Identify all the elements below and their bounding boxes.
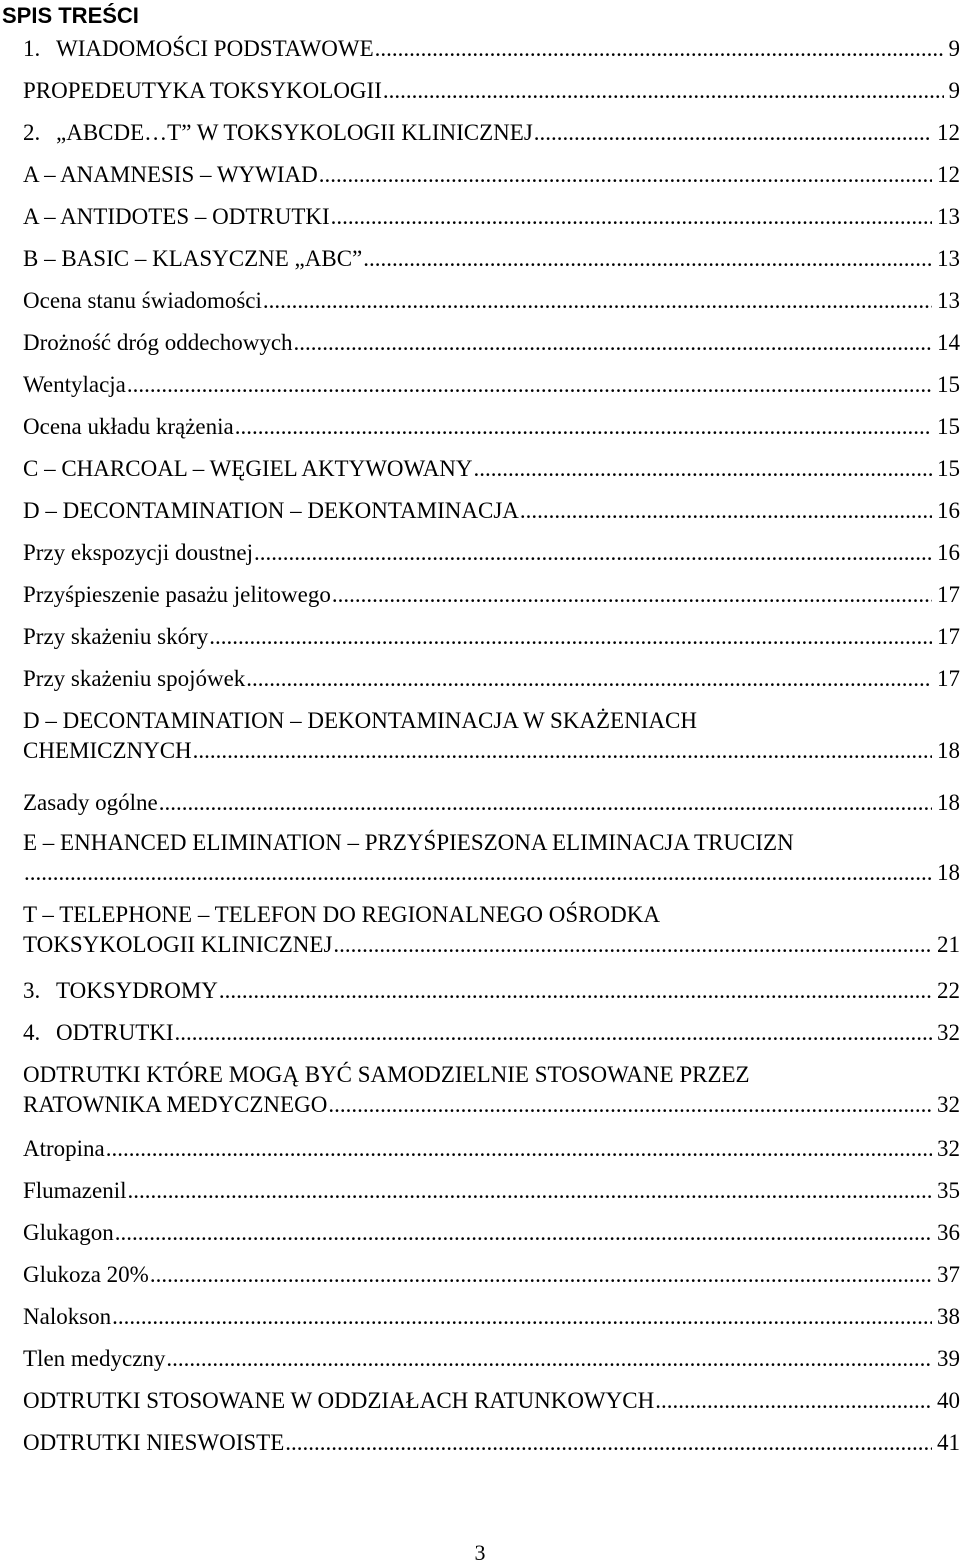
toc-entry-title: Ocena stanu świadomości: [23, 288, 262, 313]
toc-entry-title: Flumazenil: [23, 1178, 127, 1203]
toc-entry-title: Tlen medyczny: [23, 1346, 166, 1371]
toc-entry[interactable]: [23, 976, 960, 1006]
toc-dot-leader: [374, 34, 944, 64]
toc-page-number: 12: [937, 162, 960, 187]
toc-entry-title: Przyśpieszenie pasażu jelitowego: [23, 582, 331, 607]
toc-page-number: 32: [937, 1136, 960, 1161]
toc-page-number: 15: [937, 456, 960, 481]
toc-dot-leader: [284, 1428, 932, 1458]
toc-page-number: 13: [937, 288, 960, 313]
toc-entry-title: A – ANTIDOTES – ODTRUTKI: [23, 204, 330, 229]
toc-entry-number: 1.: [23, 36, 41, 61]
toc-entry[interactable]: [23, 244, 960, 274]
toc-entry[interactable]: [23, 496, 960, 526]
toc-page-number: 17: [937, 666, 960, 691]
toc-dot-leader: [174, 1018, 932, 1048]
toc-entry-title: D – DECONTAMINATION – DEKONTAMINACJA: [23, 498, 519, 523]
toc-dot-leader: [126, 1176, 932, 1206]
toc-page-number: 37: [937, 1262, 960, 1287]
toc-entry-title: A – ANAMNESIS – WYWIAD: [23, 162, 318, 187]
toc-entry[interactable]: [23, 160, 960, 190]
toc-entry-title: ODTRUTKI KTÓRE MOGĄ BYĆ SAMODZIELNIE STOSOWANE PRZEZ: [23, 1062, 750, 1087]
toc-dot-leader: [208, 622, 932, 652]
toc-dot-leader: [382, 76, 944, 106]
toc-entry[interactable]: [23, 328, 960, 358]
toc-entry[interactable]: [23, 1060, 960, 1120]
toc-entry[interactable]: [23, 370, 960, 400]
toc-entry[interactable]: [23, 1344, 960, 1374]
toc-page-number: 18: [937, 790, 960, 815]
toc-page-number: 16: [937, 498, 960, 523]
toc-entry-title: TOKSYDROMY: [56, 978, 218, 1003]
toc-entry-title: Ocena układu krążenia: [23, 414, 234, 439]
toc-page-number: 18: [937, 860, 960, 885]
toc-entry[interactable]: [23, 900, 960, 960]
toc-page-number: 17: [937, 624, 960, 649]
toc-page-number: 18: [937, 738, 960, 763]
toc-page-number: 21: [937, 932, 960, 957]
toc-entry[interactable]: [23, 1218, 960, 1248]
toc-dot-leader: [262, 286, 932, 316]
toc-entry-title: ODTRUTKI NIESWOISTE: [23, 1430, 285, 1455]
toc-entry-title: Przy ekspozycji doustnej: [23, 540, 253, 565]
toc-entry[interactable]: [23, 412, 960, 442]
toc-entry-title: Drożność dróg oddechowych: [23, 330, 293, 355]
toc-entry-title: PROPEDEUTYKA TOKSYKOLOGII: [23, 78, 382, 103]
toc-page-number: 16: [937, 540, 960, 565]
toc-page-number: 17: [937, 582, 960, 607]
toc-dot-leader: [111, 1302, 932, 1332]
toc-page-number: 39: [937, 1346, 960, 1371]
toc-dot-leader: [23, 858, 932, 888]
toc-page-number: 36: [937, 1220, 960, 1245]
toc-dot-leader: [362, 244, 932, 274]
toc-entry[interactable]: [23, 76, 960, 106]
toc-entry-title: CHEMICZNYCH: [23, 738, 192, 763]
toc-page-number: 13: [937, 204, 960, 229]
toc-entry[interactable]: [23, 202, 960, 232]
toc-entry[interactable]: [23, 828, 960, 888]
toc-dot-leader: [158, 788, 932, 818]
toc-entry[interactable]: [23, 580, 960, 610]
toc-dot-leader: [234, 412, 932, 442]
toc-dot-leader: [245, 664, 932, 694]
toc-page-number: 41: [937, 1430, 960, 1455]
toc-entry-title: Zasady ogólne: [23, 790, 158, 815]
toc-entry-title: Nalokson: [23, 1304, 112, 1329]
toc-entry[interactable]: [23, 1260, 960, 1290]
toc-entry-number: 3.: [23, 978, 41, 1003]
toc-dot-leader: [192, 736, 932, 766]
toc-entry[interactable]: [23, 706, 960, 766]
toc-entry[interactable]: [23, 788, 960, 818]
toc-entry[interactable]: [23, 1302, 960, 1332]
toc-heading: SPIS TREŚCI: [2, 3, 139, 28]
toc-dot-leader: [654, 1386, 932, 1416]
toc-page-number: 22: [937, 978, 960, 1003]
toc-dot-leader: [218, 976, 932, 1006]
toc-entry[interactable]: [23, 1134, 960, 1164]
toc-page-number: 15: [937, 372, 960, 397]
toc-entry[interactable]: [23, 1176, 960, 1206]
toc-dot-leader: [519, 496, 932, 526]
toc-dot-leader: [126, 370, 932, 400]
toc-entry[interactable]: [23, 1428, 960, 1458]
toc-entry-title: Przy skażeniu skóry: [23, 624, 209, 649]
toc-dot-leader: [293, 328, 932, 358]
toc-entry-title: Glukagon: [23, 1220, 114, 1245]
toc-entry-title: WIADOMOŚCI PODSTAWOWE: [56, 36, 374, 61]
toc-page-number: 12: [937, 120, 960, 145]
toc-entry-title: ODTRUTKI: [56, 1020, 174, 1045]
toc-entry-title: RATOWNIKA MEDYCZNEGO: [23, 1092, 328, 1117]
toc-dot-leader: [318, 160, 932, 190]
toc-dot-leader: [253, 538, 932, 568]
toc-page-number: 32: [937, 1092, 960, 1117]
toc-entry-title: Wentylacja: [23, 372, 126, 397]
toc-entry[interactable]: [23, 118, 960, 148]
toc-entry-title: D – DECONTAMINATION – DEKONTAMINACJA W SKAŻENIACH: [23, 708, 697, 733]
toc-entry-title: T – TELEPHONE – TELEFON DO REGIONALNEGO OŚRODKA: [23, 902, 660, 927]
toc-entry-title: Atropina: [23, 1136, 105, 1161]
toc-entry-title: C – CHARCOAL – WĘGIEL AKTYWOWANY: [23, 456, 473, 481]
toc-dot-leader: [330, 202, 932, 232]
toc-entry[interactable]: [23, 34, 960, 64]
toc-page-number: 38: [937, 1304, 960, 1329]
toc-entry-number: 4.: [23, 1020, 41, 1045]
toc-page-number: 14: [937, 330, 960, 355]
toc-dot-leader: [473, 454, 932, 484]
toc-page-number: 15: [937, 414, 960, 439]
toc-page-number: 32: [937, 1020, 960, 1045]
toc-entry-title: Przy skażeniu spojówek: [23, 666, 246, 691]
toc-entry[interactable]: [23, 622, 960, 652]
toc-entry[interactable]: [23, 286, 960, 316]
toc-dot-leader: [114, 1218, 932, 1248]
toc-entry-title: TOKSYKOLOGII KLINICZNEJ: [23, 932, 333, 957]
toc-entry[interactable]: [23, 1018, 960, 1048]
toc-entry[interactable]: [23, 1386, 960, 1416]
toc-page-number: 13: [937, 246, 960, 271]
toc-entry-title: „ABCDE…T” W TOKSYKOLOGII KLINICZNEJ: [56, 120, 533, 145]
toc-entry-title: ODTRUTKI STOSOWANE W ODDZIAŁACH RATUNKOWYCH: [23, 1388, 655, 1413]
toc-entry-title: Glukoza 20%: [23, 1262, 149, 1287]
toc-page-number: 9: [948, 78, 960, 103]
toc-entry-number: 2.: [23, 120, 41, 145]
toc-entry[interactable]: [23, 454, 960, 484]
toc-dot-leader: [331, 580, 932, 610]
toc-page-number: 35: [937, 1178, 960, 1203]
toc-entry-title: E – ENHANCED ELIMINATION – PRZYŚPIESZONA ELIMINACJA TRUCIZN: [23, 830, 794, 855]
toc-dot-leader: [332, 930, 932, 960]
toc-dot-leader: [165, 1344, 932, 1374]
toc-dot-leader: [149, 1260, 932, 1290]
toc-dot-leader: [533, 118, 932, 148]
toc-entry-title: B – BASIC – KLASYCZNE „ABC”: [23, 246, 363, 271]
toc-dot-leader: [105, 1134, 932, 1164]
page-number: 3: [474, 1540, 486, 1565]
toc-entry[interactable]: [23, 664, 960, 694]
toc-page-number: 40: [937, 1388, 960, 1413]
toc-page-number: 9: [948, 36, 960, 61]
toc-entry[interactable]: [23, 538, 960, 568]
toc-dot-leader: [327, 1090, 932, 1120]
